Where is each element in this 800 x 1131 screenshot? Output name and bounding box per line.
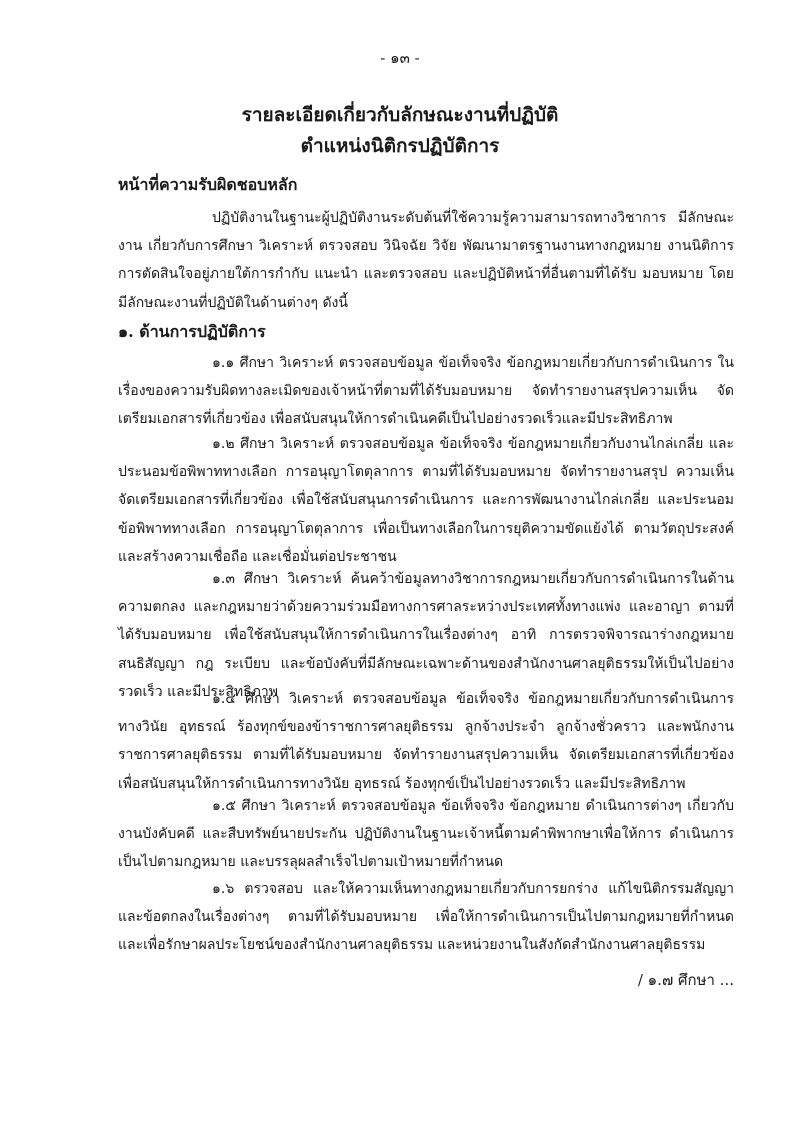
item-1-3: ๑.๓ ศึกษา วิเคราะห์ ค้นคว้าข้อมูลทางวิชาการกฎหมายเกี่ยวกับการดำเนินการในด้าน ความตกลง และกฎหมายว่าด้วยความร่วมมือทางการศาลระหว่างประเทศทั้งทางแพ่ง และอาญา ตามที่ ได้รับมอบหมาย เพื่อใช้สนับสนุนให้การดำเนินการในเรื่องต่างๆ อาทิ การตรวจพิจารณาร่างกฎหมาย สนธิสัญญา กฎ ระเบียบ และข้อบังคับที่มีลักษณะเฉพาะด้านของสำนักงานศาลยุติธรรมให้เป็นไปอย่าง รวดเร็ว และมีประสิทธิภาพ <box>118 571 734 700</box>
section-1-heading: ๑. ด้านการปฏิบัติการ <box>118 322 266 341</box>
main-responsibilities-heading: หน้าที่ความรับผิดชอบหลัก <box>118 175 298 194</box>
document-title: รายละเอียดเกี่ยวกับลักษณะงานที่ปฏิบัติ <box>241 104 559 126</box>
item-1-5: ๑.๕ ศึกษา วิเคราะห์ ตรวจสอบข้อมูล ข้อเท็จจริง ข้อกฎหมาย ดำเนินการต่างๆ เกี่ยวกับงานบังคับคดี และสืบทรัพย์นายประกัน ปฏิบัติงานในฐานะเจ้าหนี้ตามคำพิพากษาเพื่อให้การ ดำเนินการเป็นไปตามกฎหมาย และบรรลุผลสำเร็จไปตามเป้าหมายที่กำหนด <box>118 798 734 871</box>
page-number: - ๑๓ - <box>380 49 420 67</box>
position-title: ตำแหน่งนิติกรปฏิบัติการ <box>300 135 500 157</box>
intro-paragraph: ปฏิบัติงานในฐานะผู้ปฏิบัติงานระดับต้นที่ใช้ความรู้ความสามารถทางวิชาการ มีลักษณะงาน เกี่ยวกับการศึกษา วิเคราะห์ ตรวจสอบ วินิจฉัย วิจัย พัฒนามาตรฐานงานทางกฎหมาย งานนิติการ การตัดสินใจอยู่ภายใต้การกำกับ แนะนำ และตรวจสอบ และปฏิบัติหน้าที่อื่นตามที่ได้รับ มอบหมาย โดยมีลักษณะงานที่ปฏิบัติในด้านต่างๆ ดังนี้ <box>118 210 734 311</box>
continuation-note: / ๑.๗ ศึกษา ... <box>637 971 734 989</box>
item-1-1: ๑.๑ ศึกษา วิเคราะห์ ตรวจสอบข้อมูล ข้อเท็จจริง ข้อกฎหมายเกี่ยวกับการดำเนินการ ในเรื่องของความรับผิดทางละเมิดของเจ้าหน้าที่ตามที่ได้รับมอบหมาย จัดทำรายงานสรุปความเห็น จัดเตรียมเอกสารที่เกี่ยวข้อง เพื่อสนับสนุนให้การดำเนินคดีเป็นไปอย่างรวดเร็วและมีประสิทธิภาพ <box>118 355 734 428</box>
item-1-2: ๑.๒ ศึกษา วิเคราะห์ ตรวจสอบข้อมูล ข้อเท็จจริง ข้อกฎหมายเกี่ยวกับงานไกล่เกลี่ย และประนอมข้อพิพาททางเลือก การอนุญาโตตุลาการ ตามที่ได้รับมอบหมาย จัดทำรายงานสรุป ความเห็น จัดเตรียมเอกสารที่เกี่ยวข้อง เพื่อใช้สนับสนุนการดำเนินการ และการพัฒนางานไกล่เกลี่ย และประนอมข้อพิพาททางเลือก การอนุญาโตตุลาการ เพื่อเป็นทางเลือกในการยุติความขัดแย้งได้ ตามวัตถุประสงค์ และสร้างความเชื่อถือ และเชื่อมั่นต่อประชาชน <box>118 436 734 565</box>
item-1-6: ๑.๖ ตรวจสอบ และให้ความเห็นทางกฎหมายเกี่ยวกับการยกร่าง แก้ไขนิติกรรมสัญญา และข้อตกลงในเรื่องต่างๆ ตามที่ได้รับมอบหมาย เพื่อให้การดำเนินการเป็นไปตามกฎหมายที่กำหนด และเพื่อรักษาผลประโยชน์ของสำนักงานศาลยุติธรรม และหน่วยงานในสังกัดสำนักงานศาลยุติธรรม <box>118 881 734 954</box>
item-1-4: ๑.๔ ศึกษา วิเคราะห์ ตรวจสอบข้อมูล ข้อเท็จจริง ข้อกฎหมายเกี่ยวกับการดำเนินการ ทางวินัย อุทธรณ์ ร้องทุกข์ของข้าราชการศาลยุติธรรม ลูกจ้างประจำ ลูกจ้างชั่วคราว และพนักงาน ราชการศาลยุติธรรม ตามที่ได้รับมอบหมาย จัดทำรายงานสรุปความเห็น จัดเตรียมเอกสารที่เกี่ยวข้อง เพื่อสนับสนุนให้การดำเนินการทางวินัย อุทธรณ์ ร้องทุกข์เป็นไปอย่างรวดเร็ว และมีประสิทธิภาพ <box>118 691 734 792</box>
